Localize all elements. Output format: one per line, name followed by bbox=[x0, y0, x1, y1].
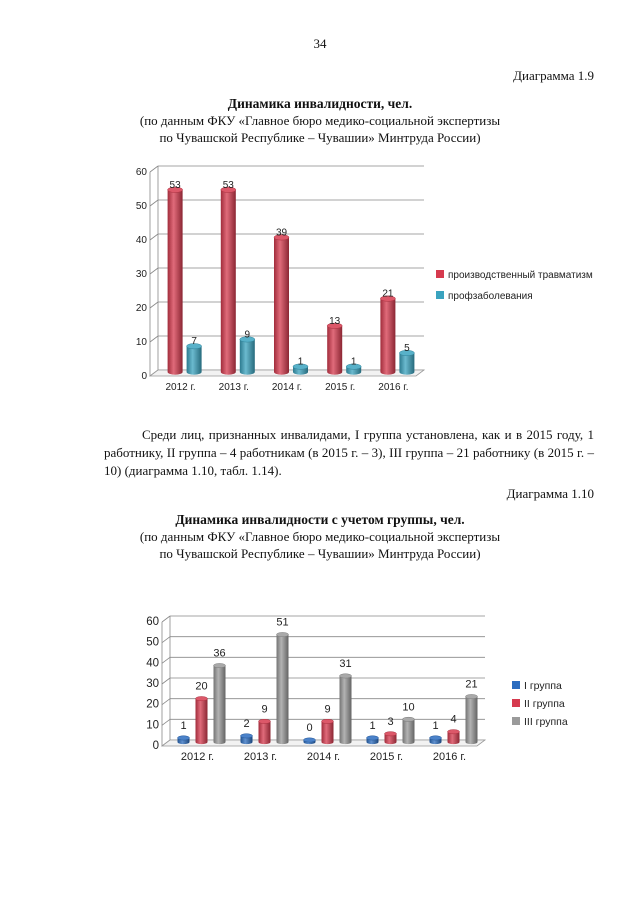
gridline-3d bbox=[150, 234, 158, 240]
y-tick-label: 0 bbox=[152, 740, 159, 752]
data-label: 21 bbox=[382, 288, 394, 300]
data-label: 13 bbox=[329, 315, 341, 327]
legend-label: III группа bbox=[524, 716, 568, 728]
chart2-subtitle-line2: по Чувашской Республике – Чувашии» Минтруда России) bbox=[159, 546, 481, 561]
legend-label: производственный травматизм bbox=[448, 270, 593, 281]
data-label: 5 bbox=[404, 343, 410, 354]
x-tick-label: 2015 г. bbox=[325, 382, 356, 393]
y-tick-label: 20 bbox=[146, 698, 159, 711]
chart1-subtitle-line2: по Чувашской Республике – Чувашии» Минтруда России) bbox=[159, 130, 481, 145]
data-label: 1 bbox=[350, 356, 357, 368]
legend-swatch bbox=[436, 270, 444, 278]
data-label: 1 bbox=[369, 719, 376, 732]
body-paragraph: Среди лиц, признанных инвалидами, I группа установлена, как и в 2015 году, 1 работнику, II группа – 4 работникам (в 2015 г. – 3), III группа – 21 работнику (в 2015 г. – 10) (диаграмма 1.10, табл. 1.14). bbox=[104, 427, 594, 478]
data-label: 1 bbox=[297, 356, 304, 368]
data-label: 1 bbox=[432, 719, 439, 732]
legend-label: II группа bbox=[524, 698, 565, 710]
page-number: 34 bbox=[313, 36, 327, 51]
x-tick-label: 2014 г. bbox=[306, 751, 341, 763]
gridline-3d bbox=[150, 166, 158, 172]
data-label: 9 bbox=[244, 329, 251, 341]
bar bbox=[327, 323, 342, 375]
data-label: 10 bbox=[402, 701, 415, 714]
x-tick-label: 2015 г. bbox=[369, 751, 404, 763]
x-tick-label: 2014 г. bbox=[271, 382, 303, 393]
data-label: 4 bbox=[450, 713, 457, 726]
x-tick-label: 2012 г. bbox=[180, 751, 215, 763]
legend-swatch bbox=[436, 291, 444, 299]
bar bbox=[380, 296, 395, 375]
y-tick-label: 30 bbox=[146, 678, 159, 690]
data-label: 36 bbox=[213, 647, 226, 660]
data-label: 0 bbox=[306, 722, 313, 734]
data-label: 9 bbox=[324, 703, 331, 716]
data-label: 2 bbox=[243, 717, 250, 730]
y-tick-label: 60 bbox=[135, 167, 147, 178]
chart1-subtitle-line1: (по данным ФКУ «Главное бюро медико-социальной экспертизы bbox=[139, 113, 501, 128]
legend-label: профзаболевания bbox=[448, 291, 533, 302]
y-tick-label: 10 bbox=[146, 719, 159, 732]
y-tick-label: 50 bbox=[135, 201, 147, 212]
bar bbox=[240, 337, 255, 375]
legend-label: I группа bbox=[524, 680, 562, 692]
y-tick-label: 50 bbox=[146, 636, 159, 649]
x-tick-label: 2013 г. bbox=[243, 751, 278, 763]
chart1-plot bbox=[136, 166, 593, 393]
data-label: 1 bbox=[180, 719, 187, 732]
bar bbox=[274, 235, 289, 375]
data-label: 39 bbox=[275, 227, 288, 239]
y-tick-label: 30 bbox=[135, 269, 147, 280]
chart2-subtitle-line1: (по данным ФКУ «Главное бюро медико-социальной экспертизы bbox=[139, 529, 501, 544]
x-tick-label: 2012 г. bbox=[165, 382, 196, 393]
y-tick-label: 40 bbox=[135, 235, 147, 246]
gridline-3d bbox=[150, 302, 158, 308]
y-tick-label: 10 bbox=[135, 337, 147, 348]
data-label: 3 bbox=[387, 715, 394, 728]
data-label: 21 bbox=[465, 678, 478, 691]
gridline-3d bbox=[150, 336, 158, 342]
diagram-1-9-label: Диаграмма 1.9 bbox=[513, 68, 594, 83]
x-tick-label: 2013 г. bbox=[218, 382, 249, 393]
data-label: 20 bbox=[195, 680, 208, 693]
bar bbox=[221, 187, 236, 375]
gridline-3d bbox=[150, 268, 158, 274]
bar bbox=[168, 187, 183, 375]
data-label: 9 bbox=[261, 703, 268, 716]
data-label: 31 bbox=[339, 657, 352, 670]
data-label: 7 bbox=[191, 336, 197, 348]
diagram-1-10-label: Диаграмма 1.10 bbox=[506, 486, 594, 501]
chart1-title: Динамика инвалидности, чел. bbox=[227, 96, 413, 111]
y-tick-label: 0 bbox=[141, 371, 147, 382]
data-label: 53 bbox=[169, 179, 181, 191]
chart2-title: Динамика инвалидности с учетом группы, чел. bbox=[175, 512, 465, 527]
y-tick-label: 40 bbox=[146, 657, 159, 670]
x-tick-label: 2016 г. bbox=[432, 751, 467, 763]
data-label: 53 bbox=[222, 179, 234, 191]
bar bbox=[187, 344, 202, 375]
y-tick-label: 20 bbox=[135, 303, 147, 314]
x-tick-label: 2016 г. bbox=[378, 382, 409, 393]
y-tick-label: 60 bbox=[146, 616, 159, 628]
data-label: 51 bbox=[276, 616, 289, 629]
gridline-3d bbox=[150, 200, 158, 206]
